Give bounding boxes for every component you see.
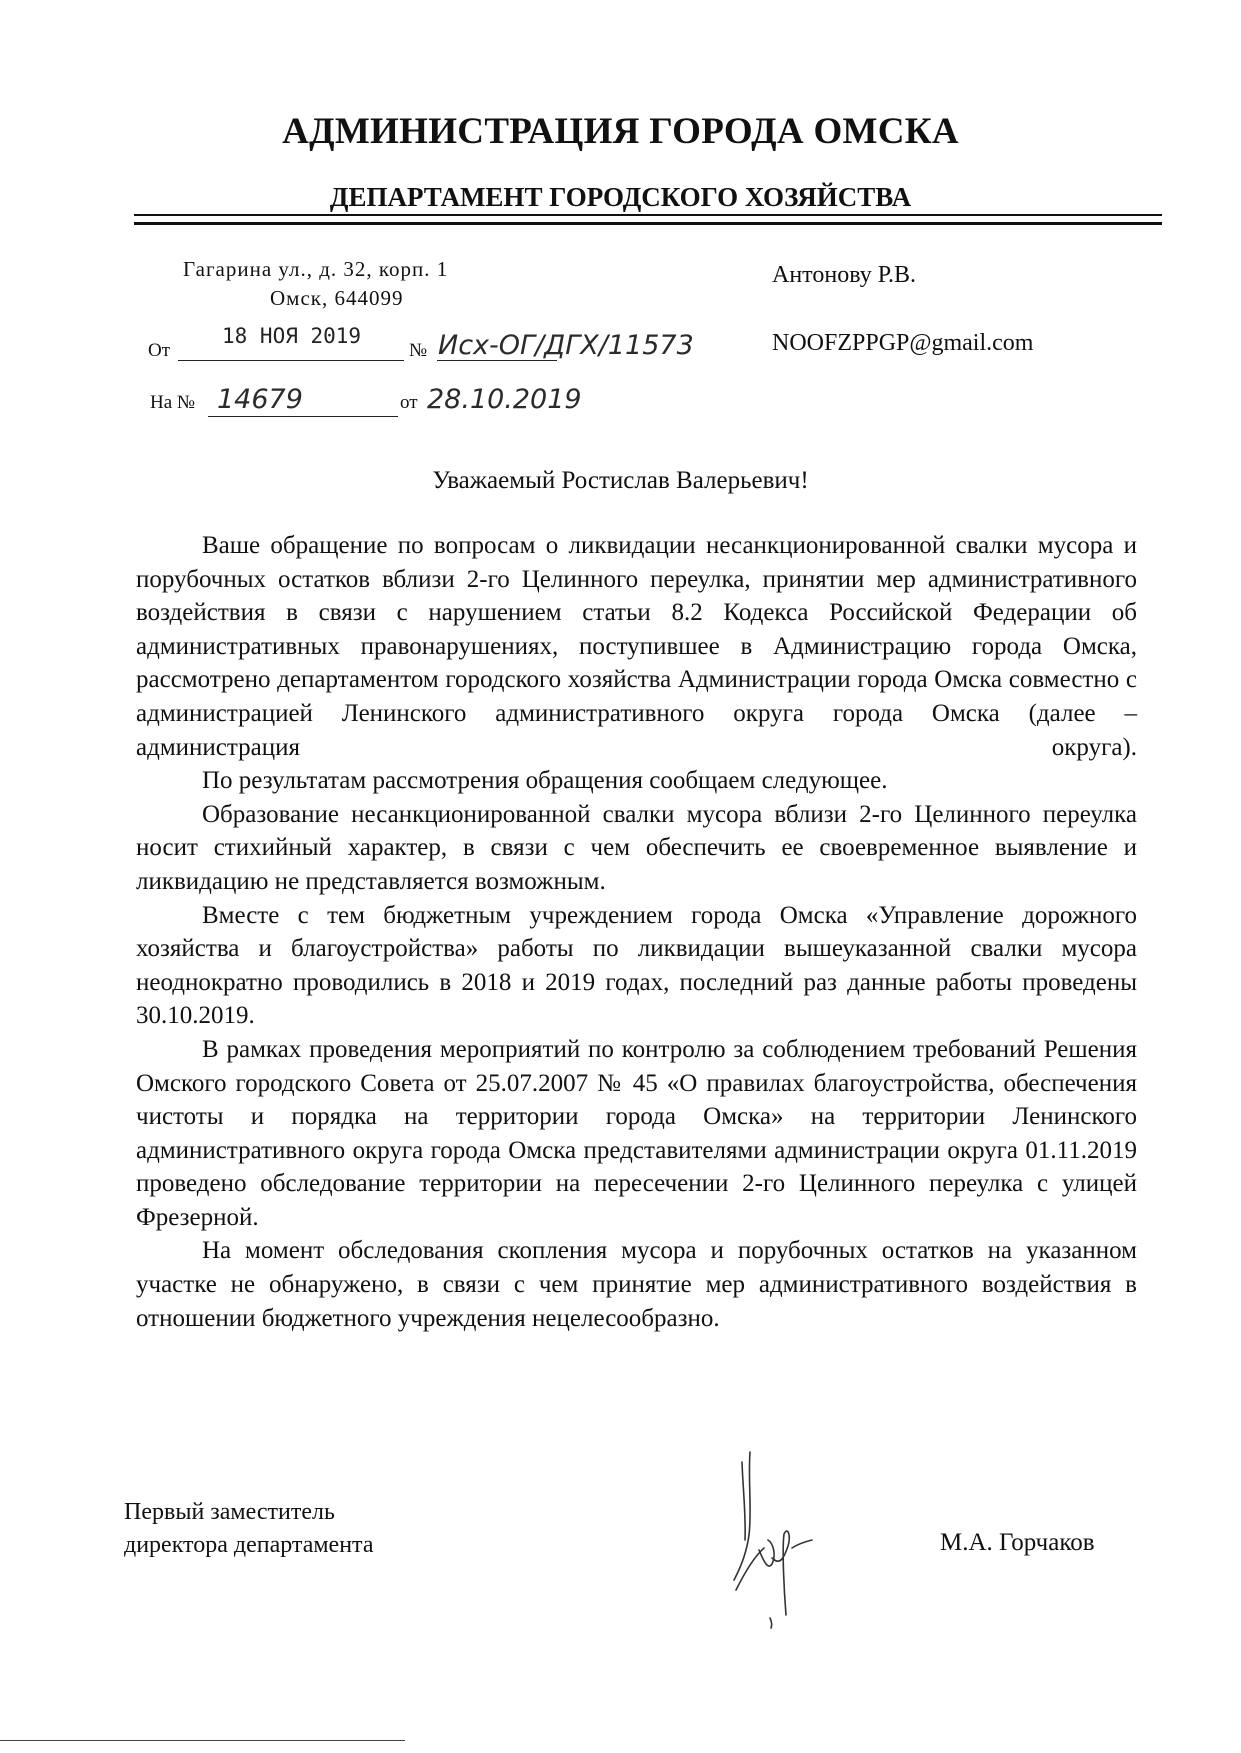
registration-date-stamp: 18 НОЯ 2019	[222, 324, 362, 348]
body-paragraph: На момент обследования скопления мусора и порубочных остатков на указанном участке не обнаружено, в связи с чем принятие мер административного воздействия в отношении бюджетного учреждения нецелесообразно.	[136, 1237, 1137, 1332]
signer-position	[124, 1496, 524, 1562]
recipient-email: NOOFZPPGP@gmail.com	[772, 330, 1034, 356]
from-date-label: От	[148, 340, 171, 361]
footer-rule	[0, 1740, 405, 1741]
signer-position-line-2: директора департамента	[124, 1532, 374, 1558]
department-title: ДЕПАРТАМЕНТ ГОРОДСКОГО ХОЗЯЙСТВА	[329, 182, 912, 212]
outgoing-number-label: №	[409, 340, 428, 361]
handwritten-signature	[712, 1440, 852, 1630]
body-paragraph: В рамках проведения мероприятий по контролю за соблюдением требований Решения Омского городского Совета от 25.07.2007 № 45 «О правилах благоустройства, обеспечения чистоты и порядка на территории города Омска» на территории Ленинского административного округа города Омска представителями администрации округа 01.11.2019 проведено обследование территории на пересечении 2-го Целинного переулка с улицей Фрезерной.	[136, 1035, 1137, 1231]
reply-number-handwritten: 14679	[217, 384, 303, 415]
signer-name: М.А. Горчаков	[940, 1529, 1095, 1556]
reply-number-label: На №	[150, 392, 196, 413]
recipient-name: Антонову Р.В.	[772, 262, 917, 288]
signer-position-line-1: Первый заместитель	[124, 1499, 335, 1525]
organization-title: АДМИНИСТРАЦИЯ ГОРОДА ОМСКА	[282, 111, 959, 152]
outgoing-number-handwritten: Исх-ОГ/ДГХ/11573	[438, 330, 694, 361]
header-divider-thick	[134, 222, 1162, 225]
letter-body	[136, 529, 1137, 1335]
body-paragraph: Образование несанкционированной свалки мусора вблизи 2-го Целинного переулка носит стихийный характер, в связи с чем обеспечить ее своевременное выявление и ликвидацию не представляется возможным.	[136, 800, 1137, 895]
header-divider-thin	[134, 214, 1162, 216]
salutation: Уважаемый Ростислав Валерьевич!	[432, 467, 809, 494]
reply-number-underline	[208, 416, 398, 417]
sender-address-city: Омск, 644099	[270, 286, 404, 310]
reply-date-label: от	[400, 392, 418, 413]
body-paragraph: Ваше обращение по вопросам о ликвидации несанкционированной свалки мусора и порубочных остатков вблизи 2-го Целинного переулка, принятии мер административного воздействия в связи с нарушением статьи 8.2 Кодекса Российской Федерации об административных правонарушениях, поступившее в Администрацию города Омска, рассмотрено департаментом городского хозяйства Администрации города Омска совместно с администрацией Ленинского административного округа города Омска (далее – администрация округа).	[136, 532, 1137, 761]
sender-address-street: Гагарина ул., д. 32, корп. 1	[183, 257, 449, 281]
body-paragraph: По результатам рассмотрения обращения сообщаем следующее.	[202, 767, 888, 795]
outgoing-number-underline	[437, 360, 557, 361]
body-paragraph: Вместе с тем бюджетным учреждением города Омска «Управление дорожного хозяйства и благоустройства» работы по ликвидации вышеуказанной свалки мусора неоднократно проводились в 2018 и 2019 годах, последний раз данные работы проведены 30.10.2019.	[136, 901, 1137, 1030]
from-date-underline	[178, 360, 404, 361]
reply-date-handwritten: 28.10.2019	[427, 384, 582, 415]
